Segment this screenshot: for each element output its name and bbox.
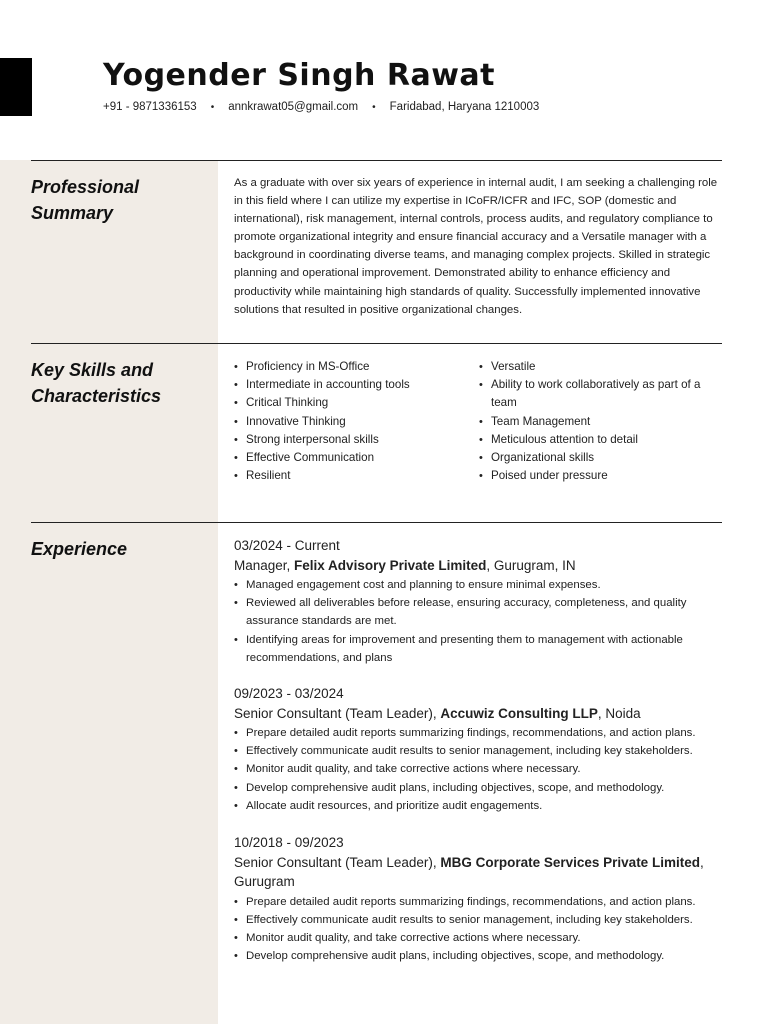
candidate-name: Yogender Singh Rawat bbox=[103, 58, 495, 93]
duty-item: • Develop comprehensive audit plans, including objectives, scope, and methodology. bbox=[234, 947, 722, 965]
job-title-line bbox=[234, 556, 722, 576]
job-location: , Gurugram bbox=[234, 854, 704, 889]
job-duties bbox=[234, 893, 722, 966]
contact-separator: • bbox=[210, 102, 215, 113]
duty-item: • Effectively communicate audit results to senior management, including key stakeholders. bbox=[234, 911, 722, 929]
experience-entry bbox=[234, 684, 722, 815]
summary-text: As a graduate with over six years of experience in internal audit, I am seeking a challenging role in this field where I can utilize my expertise in ICoFR/ICFR and IFC, SOP (domestic and international), risk management, internal controls, process audits, and regulatory compliance to promote organizational integrity and ensure financial accuracy and a Versatile manager with a background in coordinating diverse teams, and managing complex projects. Skilled in strategic planning and operational improvement. Demonstrated ability to enhance efficiency and productivity while maintaining high standards of quality. Successfully implemented innovative solutions that resulted in positive organizational changes. bbox=[234, 177, 718, 316]
skill-item: • Versatile bbox=[479, 358, 719, 376]
contact-separator: • bbox=[372, 102, 376, 113]
company-name: MBG Corporate Services Private Limited bbox=[440, 854, 700, 870]
job-location: , Gurugram, IN bbox=[486, 557, 576, 573]
duty-item: • Develop comprehensive audit plans, including objectives, scope, and methodology. bbox=[234, 779, 722, 797]
duty-item: • Prepare detailed audit reports summarizing findings, recommendations, and action plans. bbox=[234, 893, 722, 911]
company-name: Felix Advisory Private Limited bbox=[294, 557, 487, 573]
duty-item: • Allocate audit resources, and prioritize audit engagements. bbox=[234, 797, 722, 815]
duty-item: • Effectively communicate audit results to senior management, including key stakeholders. bbox=[234, 742, 722, 760]
job-dates: 10/2018 - 09/2023 bbox=[234, 835, 344, 850]
skill-item: • Team Management bbox=[479, 413, 719, 431]
email-address: annkrawat05@gmail.com bbox=[228, 101, 359, 113]
skills-title-line1: Key Skills and bbox=[31, 360, 154, 380]
experience-entry bbox=[234, 833, 722, 965]
duty-item: • Managed engagement cost and planning to ensure minimal expenses. bbox=[234, 576, 722, 594]
job-dates: 03/2024 - Current bbox=[234, 538, 340, 553]
section-divider bbox=[31, 343, 722, 344]
summary-title-line1: Professional bbox=[31, 177, 140, 197]
skill-item: • Strong interpersonal skills bbox=[234, 431, 464, 449]
skill-item: • Meticulous attention to detail bbox=[479, 431, 719, 449]
duty-item: • Identifying areas for improvement and presenting them to management with actionable recommendations, and plans bbox=[234, 631, 722, 667]
job-duties bbox=[234, 576, 722, 667]
experience-entry bbox=[234, 536, 722, 667]
skill-item: • Critical Thinking bbox=[234, 394, 464, 412]
contact-line bbox=[103, 101, 539, 113]
summary-section-title bbox=[31, 174, 211, 226]
phone-number: +91 - 9871336153 bbox=[103, 101, 197, 113]
job-role: Manager, bbox=[234, 557, 295, 573]
skill-item: • Proficiency in MS-Office bbox=[234, 358, 464, 376]
skill-item: • Poised under pressure bbox=[479, 467, 719, 485]
section-divider bbox=[31, 522, 722, 523]
skills-section-title bbox=[31, 357, 211, 409]
company-name: Accuwiz Consulting LLP bbox=[440, 705, 598, 721]
job-duties bbox=[234, 724, 722, 815]
header-accent-block bbox=[0, 58, 32, 116]
job-title-line bbox=[234, 704, 722, 724]
skills-list-left bbox=[234, 358, 464, 485]
section-divider bbox=[31, 160, 722, 161]
duty-item: • Reviewed all deliverables before release, ensuring accuracy, completeness, and quality assurance standards are met. bbox=[234, 594, 722, 630]
location: Faridabad, Haryana 1210003 bbox=[389, 101, 540, 113]
job-role: Senior Consultant (Team Leader), bbox=[234, 854, 441, 870]
skill-item: • Resilient bbox=[234, 467, 464, 485]
skills-list-right bbox=[479, 358, 719, 485]
duty-item: • Prepare detailed audit reports summarizing findings, recommendations, and action plans. bbox=[234, 724, 722, 742]
skill-item: • Ability to work collaboratively as part of a team bbox=[479, 376, 719, 412]
skills-title-line2: Characteristics bbox=[31, 386, 162, 406]
duty-item: • Monitor audit quality, and take corrective actions where necessary. bbox=[234, 929, 722, 947]
duty-item: • Monitor audit quality, and take corrective actions where necessary. bbox=[234, 760, 722, 778]
skill-item: • Innovative Thinking bbox=[234, 413, 464, 431]
skill-item: • Effective Communication bbox=[234, 449, 464, 467]
experience-section-title: Experience bbox=[31, 539, 128, 559]
job-location: , Noida bbox=[597, 705, 641, 721]
job-title-line bbox=[234, 853, 722, 892]
skill-item: • Organizational skills bbox=[479, 449, 719, 467]
summary-title-line2: Summary bbox=[31, 203, 114, 223]
job-role: Senior Consultant (Team Leader), bbox=[234, 705, 441, 721]
job-dates: 09/2023 - 03/2024 bbox=[234, 686, 344, 701]
sidebar-background bbox=[0, 160, 218, 1024]
skill-item: • Intermediate in accounting tools bbox=[234, 376, 464, 394]
